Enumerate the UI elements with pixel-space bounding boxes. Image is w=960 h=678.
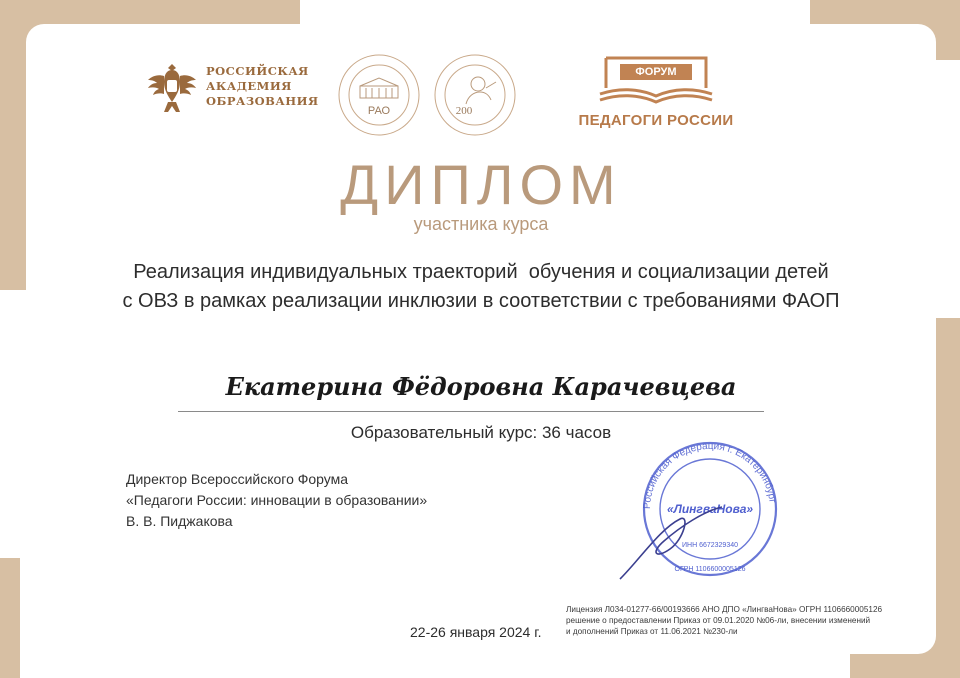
course-title [26, 258, 936, 316]
stamp-inn: ИНН 6672329340 [681, 542, 739, 549]
seal-1-text: РАО [367, 105, 391, 117]
recipient-name: Екатерина Фёдоровна Карачевцева [225, 372, 737, 401]
license-text [566, 604, 936, 637]
building-seal-icon [336, 52, 422, 143]
diploma-subtitle: участника курса [413, 214, 549, 234]
stamp-ogrn: ОГРН 1106600005126 [674, 566, 746, 573]
course-dates: 22-26 января 2024 г. [410, 624, 542, 640]
forum-tag: ФОРУМ [620, 64, 692, 80]
academy-name [206, 64, 319, 109]
forum-name: ПЕДАГОГИ РОССИИ [578, 112, 734, 129]
open-book-icon [566, 50, 746, 112]
diploma-card [26, 24, 936, 654]
portrait-seal-icon [432, 52, 518, 143]
svg-text:Российская Федерация г. Екатер [642, 441, 778, 509]
diploma-title: ДИПЛОМ [340, 153, 622, 216]
double-headed-eagle-icon [146, 58, 198, 114]
course-title-line-1: Реализация индивидуальных траекторий обучения и социализации детей [133, 261, 829, 283]
signer-line-2: «Педагоги России: инновации в образовании» [126, 492, 428, 508]
license-line-1: Лицензия Л034-01277-66/00193666 АНО ДПО «ЛингваНова» ОГРН 1106660005126 [566, 605, 883, 614]
stamp-outer-text: Российская Федерация г. Екатеринбург [641, 440, 778, 510]
signer-line-1: Директор Всероссийского Форума [126, 471, 349, 487]
license-line-3: и дополнений Приказ от 11.06.2021 №230-ли [566, 627, 738, 636]
academy-line-2: АКАДЕМИЯ [206, 78, 292, 93]
stamp-center-text: «ЛингваНова» [666, 502, 754, 516]
stamp [610, 429, 790, 594]
signer-line-3: В. В. Пиджакова [126, 513, 233, 529]
license-line-2: решение о предоставлении Приказ от 09.01.2020 №06-ли, внесении изменений [566, 616, 871, 625]
academy-logo [146, 58, 319, 114]
academy-line-3: ОБРАЗОВАНИЯ [206, 93, 319, 108]
academy-line-1: РОССИЙСКАЯ [206, 63, 309, 78]
logo-row [146, 40, 786, 140]
course-title-line-2: с ОВЗ в рамках реализации инклюзии в соответствии с требованиями ФАОП [122, 290, 840, 312]
name-underline [178, 411, 764, 412]
course-hours: Образовательный курс: 36 часов [350, 423, 612, 442]
seal-2-text: 200 [455, 105, 473, 117]
background-corner-bottom-left [0, 558, 20, 678]
signer-block [126, 469, 427, 532]
